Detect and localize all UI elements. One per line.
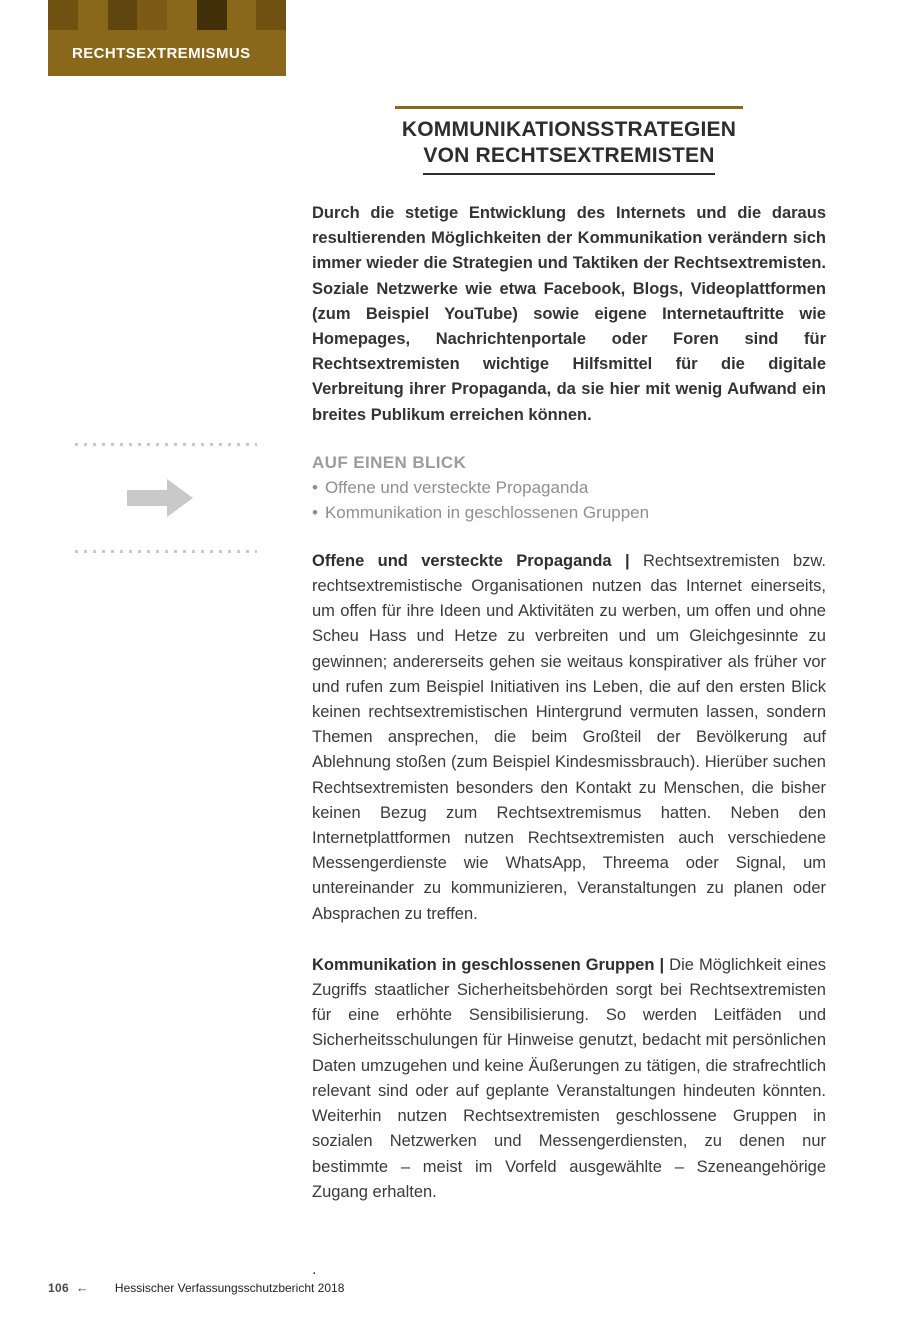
at-a-glance-section bbox=[312, 450, 826, 525]
back-arrow-icon: ← bbox=[75, 1280, 89, 1295]
dotted-divider-top bbox=[75, 443, 257, 446]
paragraph-lead: Kommunikation in geschlossenen Gruppen | bbox=[312, 955, 665, 974]
list-item bbox=[312, 500, 826, 525]
paragraph-closed-groups bbox=[312, 953, 826, 1205]
report-title: Hessischer Verfassungsschutzbericht 2018 bbox=[114, 1280, 345, 1295]
dotted-divider-bottom bbox=[75, 550, 257, 553]
paragraph-open-propaganda bbox=[312, 549, 826, 927]
mosaic-tile bbox=[137, 0, 167, 30]
at-a-glance-list bbox=[312, 475, 826, 525]
at-a-glance-heading: AUF EINEN BLICK bbox=[312, 452, 467, 472]
title-line-2-wrap bbox=[395, 143, 743, 175]
bullet-icon: • bbox=[312, 502, 318, 522]
list-item-label: Offene und versteckte Propaganda bbox=[324, 477, 589, 497]
stray-dot: . bbox=[312, 1260, 317, 1278]
section-banner bbox=[48, 0, 286, 76]
list-item-label: Kommunikation in geschlossenen Gruppen bbox=[324, 502, 650, 522]
paragraph-lead: Offene und versteckte Propaganda | bbox=[312, 551, 630, 570]
bullet-icon: • bbox=[312, 477, 318, 497]
intro-paragraph: Durch die stetige Entwicklung des Internets und die daraus resultierenden Möglichkeiten der Kommunikation verändern sich immer wieder die Strategien und Taktiken der Rechtsextremisten. Soziale Netzwerke wie etwa Facebook, Blogs, Videoplattformen (zum Beispiel YouTube) sowie eigene Internetauftritte wie Homepages, Nachrichtenportale oder Foren sind für Rechtsextremisten wichtige Hilfsmittel für die digitale Verbreitung ihrer Propaganda, da sie hier mit wenig Aufwand ein breites Publikum erreichen können. bbox=[312, 204, 826, 424]
footer bbox=[48, 1280, 852, 1295]
paragraph-body: Rechtsextremisten bzw. rechtsextremistische Organisationen nutzen das Internet einerseits, um offen für ihre Ideen und Aktivitäten zu werben, um offen und ohne Scheu Hass und Hetze zu verbreiten und um Gleichgesinnte zu gewinnen; andererseits gehen sie weitaus konspirativer als früher vor und rufen zum Beispiel Initiativen ins Leben, die auf den ersten Blick keinen rechtsextremistischen Hintergrund vermuten lassen, sondern Themen ansprechen, die beim Großteil der Bevölkerung auf Ablehnung stoßen (zum Beispiel Kindesmissbrauch). Hierüber suchen Rechtsextremisten besonders den Kontakt zu Menschen, die bisher keinen Bezug zum Rechtsextremismus hatten. Neben den Internetplattformen nutzen Rechtsextremisten auch verschiedene Messengerdienste wie WhatsApp, Threema oder Signal, um untereinander zu kommunizieren, Veranstaltungen zu planen oder Absprachen zu treffen. bbox=[312, 551, 826, 923]
mosaic-tile bbox=[197, 0, 227, 30]
mosaic-tile bbox=[227, 0, 257, 30]
mosaic-tile bbox=[167, 0, 197, 30]
page-number: 106 bbox=[48, 1280, 69, 1295]
section-label: RECHTSEXTREMISMUS bbox=[72, 45, 251, 62]
mosaic-tile bbox=[78, 0, 108, 30]
mosaic-tile bbox=[108, 0, 138, 30]
main-content-column bbox=[312, 106, 826, 1279]
mosaic-tile bbox=[256, 0, 286, 30]
paragraph-body: Die Möglichkeit eines Zugriffs staatlicher Sicherheitsbehörden sorgt bei Rechtsextremisten für eine erhöhte Sensibilisierung. So werden Leitfäden und Sicherheitsschulungen für Hinweise genutzt, bedacht mit persönlichen Daten umzugehen und keine Äußerungen zu tätigen, die strafrechtlich relevant sind oder auf geplante Veranstaltungen hindeuten könnten. Weiterhin nutzen Rechtsextremisten geschlossene Gruppen in sozialen Netzwerken und Messengerdiensten, zu denen nur bestimmte – meist im Vorfeld ausgewählte – Szeneangehörige Zugang erhalten. bbox=[312, 955, 826, 1201]
mosaic-tile bbox=[48, 0, 78, 30]
list-item bbox=[312, 475, 826, 500]
banner-mosaic-decoration bbox=[48, 0, 286, 30]
title-line-2: VON RECHTSEXTREMISTEN bbox=[423, 143, 714, 175]
title-line-1: KOMMUNIKATIONSSTRATEGIEN bbox=[401, 118, 737, 141]
page-title bbox=[395, 106, 743, 175]
arrow-right-icon bbox=[127, 477, 193, 519]
